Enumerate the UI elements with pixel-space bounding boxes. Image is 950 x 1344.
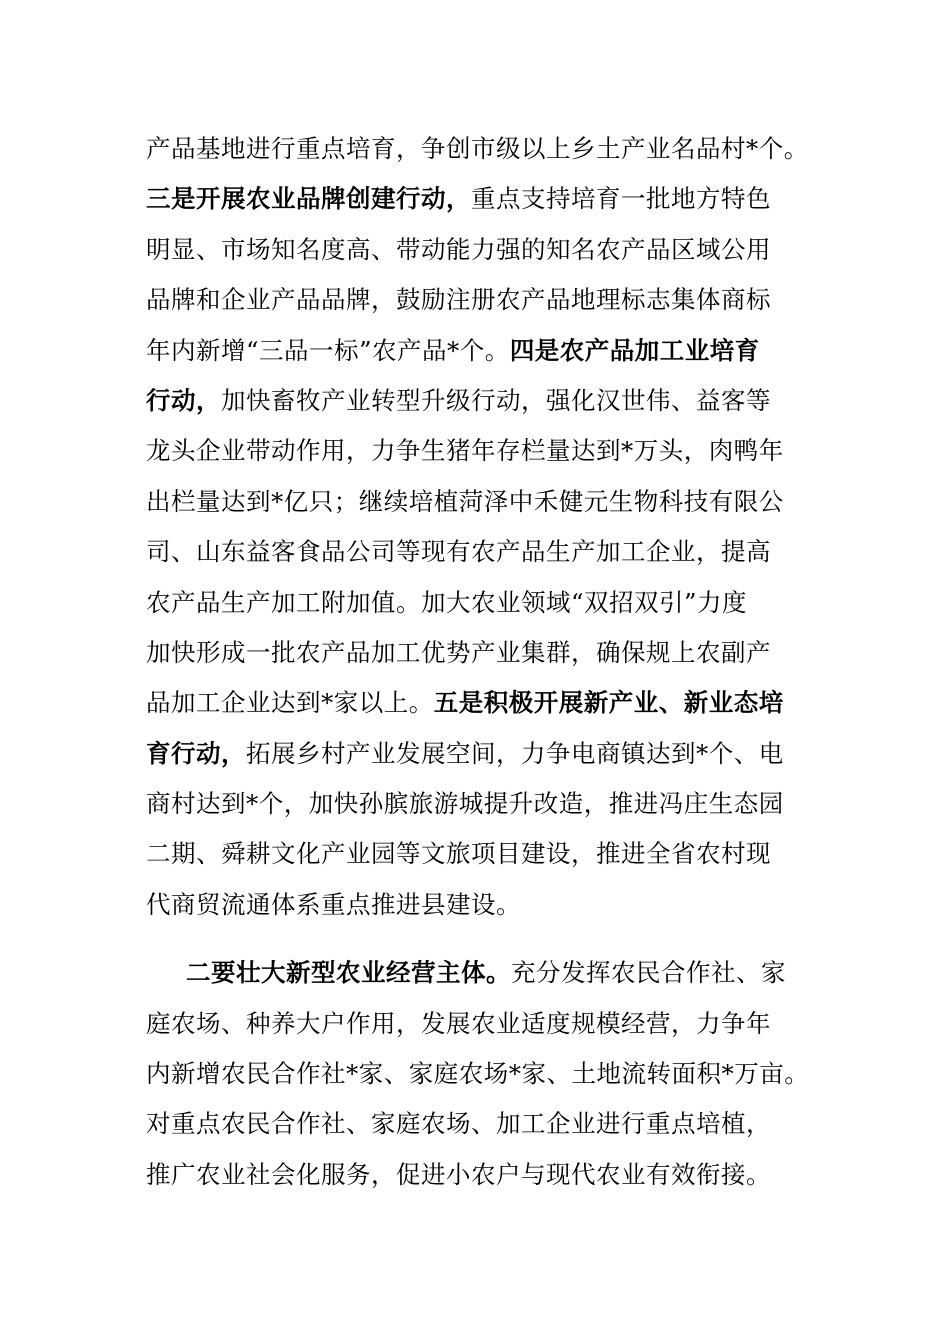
text-run: 品牌和企业产品品牌，鼓励注册农产品地理标志集体商标	[146, 285, 771, 315]
text-line	[146, 578, 826, 628]
text-line	[146, 376, 826, 426]
paragraph-2	[146, 948, 826, 1200]
text-line	[146, 678, 826, 728]
text-line	[146, 225, 826, 275]
text-line	[146, 1099, 826, 1149]
bold-heading-run: 育行动，	[146, 738, 246, 768]
text-run: 庭农场、种养大户作用，发展农业适度规模经营，力争年	[146, 1008, 771, 1038]
text-run: 二期、舜耕文化产业园等文旅项目建设，推进全省农村现	[146, 839, 771, 869]
text-run: 龙头企业带动作用，力争生猪年存栏量达到*万头，肉鸭年	[146, 436, 784, 466]
text-line	[146, 948, 826, 998]
text-line	[146, 174, 826, 224]
body-text	[146, 124, 826, 1200]
text-line	[146, 275, 826, 325]
text-run: 重点支持培育一批地方特色	[471, 184, 771, 214]
text-run: 充分发挥农民合作社、家	[511, 958, 786, 988]
text-line	[146, 729, 826, 779]
text-line	[146, 999, 826, 1049]
text-run: 商村达到*个，加快孙膑旅游城提升改造，推进冯庄生态园	[146, 789, 784, 819]
text-line	[146, 1049, 826, 1099]
text-line	[146, 829, 826, 879]
text-line	[146, 779, 826, 829]
bold-heading-run: 四是农产品加工业培育	[509, 335, 760, 365]
text-run: 推广农业社会化服务，促进小农户与现代农业有效衔接。	[146, 1159, 771, 1189]
bold-heading-run: 行动，	[146, 385, 221, 415]
text-run: 加快形成一批农产品加工优势产业集群，确保规上农副产	[146, 637, 771, 667]
text-line	[146, 1150, 826, 1200]
text-run: 出栏量达到*亿只；继续培植菏泽中禾健元生物科技有限公	[146, 486, 784, 516]
text-line	[146, 326, 826, 376]
text-run: 产品基地进行重点培育，争创市级以上乡土产业名品村*个。	[146, 134, 809, 163]
text-run: 内新增农民合作社*家、家庭农场*家、土地流转面积*万亩。	[146, 1059, 810, 1089]
text-line	[146, 880, 826, 930]
text-run: 代商贸流通体系重点推进县建设。	[146, 889, 521, 919]
text-run: 拓展乡村产业发展空间，力争电商镇达到*个、电	[246, 738, 784, 768]
text-run: 明显、市场知名度高、带动能力强的知名农产品区域公用	[146, 234, 771, 264]
bold-heading-run: 三是开展农业品牌创建行动，	[146, 184, 471, 214]
text-run: 对重点农民合作社、家庭农场、加工企业进行重点培植，	[146, 1109, 771, 1139]
paragraph-1	[146, 124, 826, 930]
text-run: 品加工企业达到*家以上。	[146, 688, 434, 718]
text-line	[146, 527, 826, 577]
text-run: 年内新增“三品一标”农产品*个。	[146, 335, 510, 365]
text-run: 农产品生产加工附加值。加大农业领域“双招双引”力度	[146, 587, 748, 617]
text-line	[146, 426, 826, 476]
text-line	[146, 628, 826, 678]
text-line	[146, 124, 826, 174]
text-run: 司、山东益客食品公司等现有农产品生产加工企业，提高	[146, 537, 771, 567]
text-line	[146, 477, 826, 527]
bold-heading-run: 五是积极开展新产业、新业态培	[433, 688, 784, 718]
bold-heading-run: 二要壮大新型农业经营主体。	[186, 958, 511, 988]
paragraph-gap	[146, 930, 826, 948]
text-run: 加快畜牧产业转型升级行动，强化汉世伟、益客等	[221, 385, 771, 415]
